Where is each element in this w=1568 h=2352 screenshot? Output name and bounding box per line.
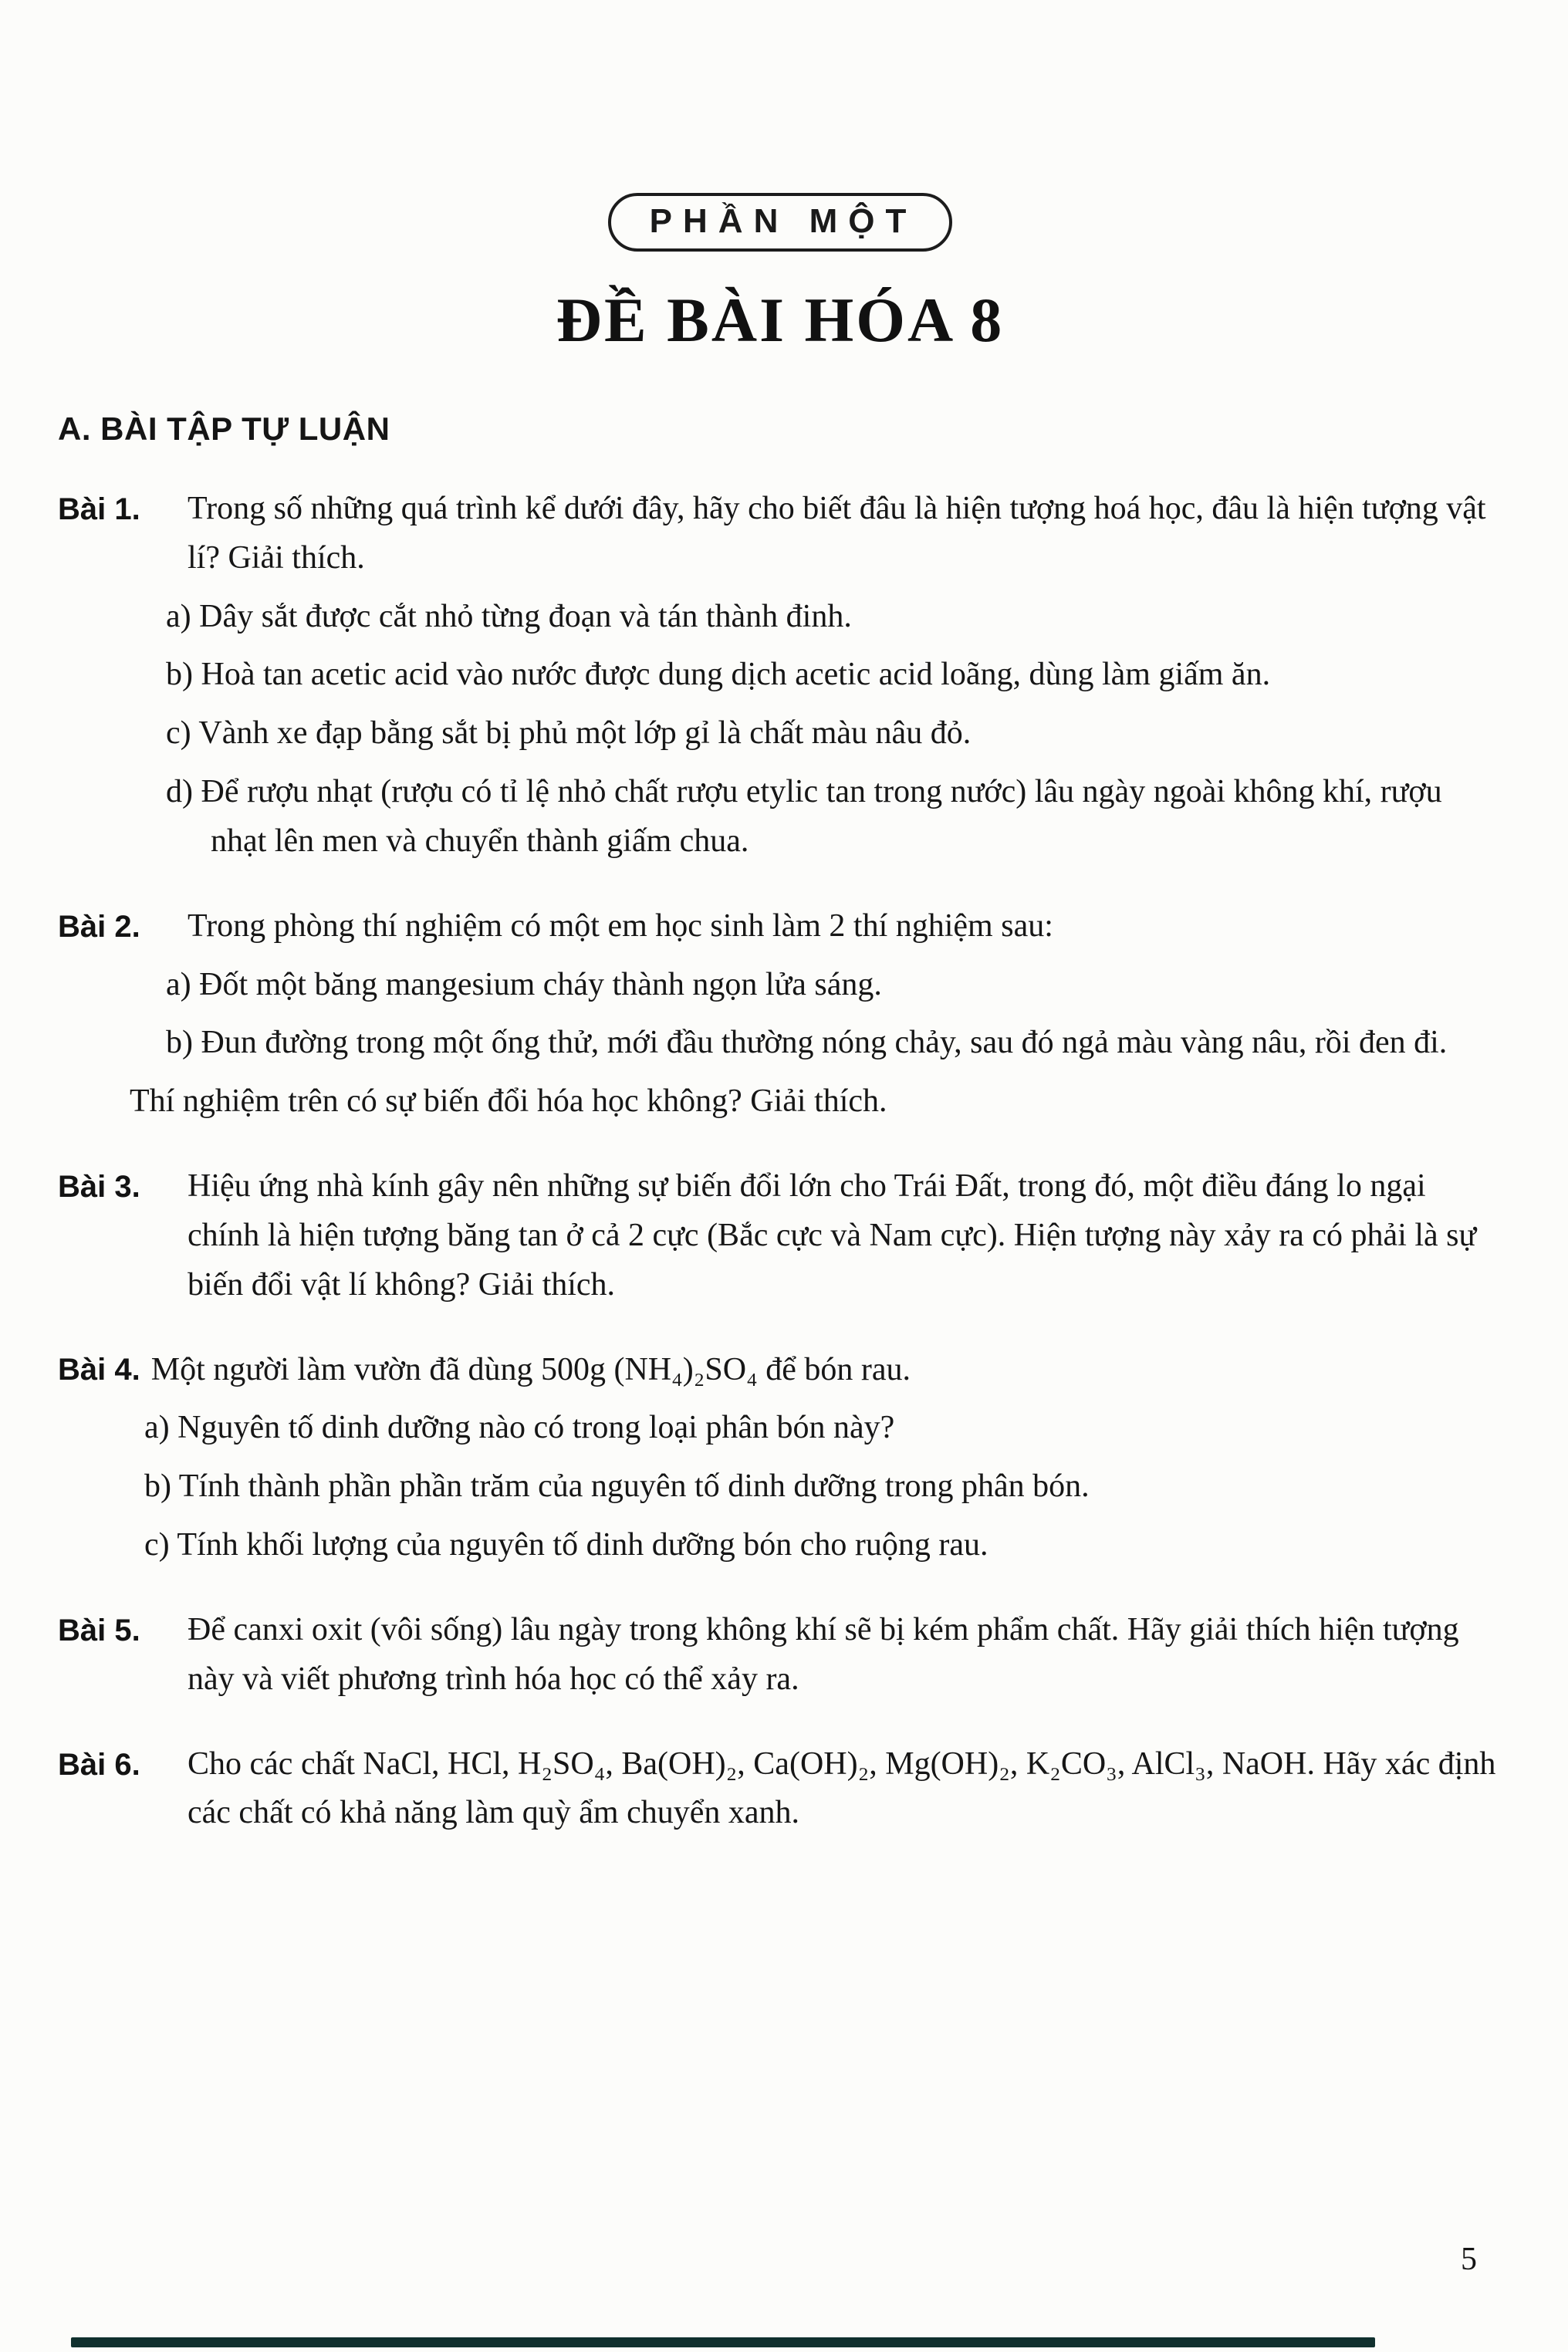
- problem-item: a) Nguyên tố dinh dưỡng nào có trong loại phân bón này?: [144, 1410, 895, 1446]
- problem-intro-line: [58, 1346, 1502, 1395]
- problem-6: [58, 1740, 1502, 1839]
- problem-item: b) Tính thành phần phần trăm của nguyên tố dinh dưỡng trong phân bón.: [144, 1468, 1090, 1505]
- problem-body: [166, 485, 1502, 867]
- problem-item: a) Đốt một băng mangesium cháy thành ngọn lửa sáng.: [166, 966, 882, 1002]
- problem-5: [58, 1606, 1502, 1705]
- problem-item: a) Dây sắt được cắt nhỏ từng đoạn và tán thành đinh.: [166, 598, 852, 634]
- problem-item: b) Đun đường trong một ống thử, mới đầu thường nóng chảy, sau đó ngả màu vàng nâu, rồi đen đi.: [166, 1025, 1448, 1061]
- problem-body: [188, 1606, 1502, 1705]
- problem-label: Bài 4.: [58, 1352, 140, 1387]
- part-badge-container: [58, 193, 1502, 252]
- problem-intro: Một người làm vườn đã dùng 500g (NH₄)₂SO₄ để bón rau.: [150, 1351, 911, 1387]
- scan-edge-artifact: [71, 2337, 1375, 2347]
- problem-item: c) Tính khối lượng của nguyên tố dinh dưỡng bón cho ruộng rau.: [144, 1527, 988, 1563]
- problem-label: Bài 6.: [58, 1747, 140, 1782]
- problem-intro: Hiệu ứng nhà kính gây nên những sự biến đổi lớn cho Trái Đất, trong đó, một điều đáng lo ngại chính là hiện tượng băng tan ở cả 2 cực (Bắc cực và Nam cực). Hiện tượng này xảy ra có phải là sự biến đổi vật lí không? Giải thích.: [188, 1168, 1477, 1303]
- problem-item: c) Vành xe đạp bằng sắt bị phủ một lớp gỉ là chất màu nâu đỏ.: [166, 715, 972, 752]
- page-number: 5: [1461, 2242, 1477, 2277]
- problem-body: [144, 1404, 1502, 1570]
- problem-body: [130, 902, 1502, 1127]
- problem-item: b) Hoà tan acetic acid vào nước được dung dịch acetic acid loãng, dùng làm giấm ăn.: [166, 657, 1271, 693]
- problem-outro: Thí nghiệm trên có sự biến đổi hóa học không? Giải thích.: [130, 1083, 887, 1120]
- problem-label: Bài 5.: [58, 1613, 140, 1647]
- problem-body: [188, 1740, 1502, 1839]
- problem-intro: Để canxi oxit (vôi sống) lâu ngày trong không khí sẽ bị kém phẩm chất. Hãy giải thích hiện tượng này và viết phương trình hóa học có thể xảy ra.: [188, 1611, 1459, 1697]
- part-badge: PHẦN MỘT: [608, 193, 953, 252]
- problem-label: Bài 1.: [58, 492, 140, 526]
- problem-intro: Trong phòng thí nghiệm có một em học sinh làm 2 thí nghiệm sau:: [188, 907, 1053, 944]
- section-heading: A. BÀI TẬP TỰ LUẬN: [58, 411, 390, 447]
- problem-2: [58, 902, 1502, 1127]
- page-title: ĐỀ BÀI HÓA 8: [556, 285, 1005, 355]
- problem-item: d) Để rượu nhạt (rượu có tỉ lệ nhỏ chất rượu etylic tan trong nước) lâu ngày ngoài không khí, rượu nhạt lên men và chuyển thành giấm chua.: [166, 774, 1442, 859]
- problem-3: [58, 1162, 1502, 1309]
- problem-label: Bài 2.: [58, 909, 140, 944]
- problem-4: [58, 1346, 1502, 1570]
- problem-label: Bài 3.: [58, 1170, 140, 1205]
- problem-intro: Cho các chất NaCl, HCl, H₂SO₄, Ba(OH)₂, Ca(OH)₂, Mg(OH)₂, K₂CO₃, AlCl₃, NaOH. Hãy xác định các chất có khả năng làm quỳ ẩm chuyển xanh.: [188, 1745, 1496, 1831]
- problem-body: [188, 1162, 1502, 1309]
- problem-intro: Trong số những quá trình kể dưới đây, hãy cho biết đâu là hiện tượng hoá học, đâu là hiện tượng vật lí? Giải thích.: [188, 491, 1486, 576]
- problem-1: [58, 485, 1502, 867]
